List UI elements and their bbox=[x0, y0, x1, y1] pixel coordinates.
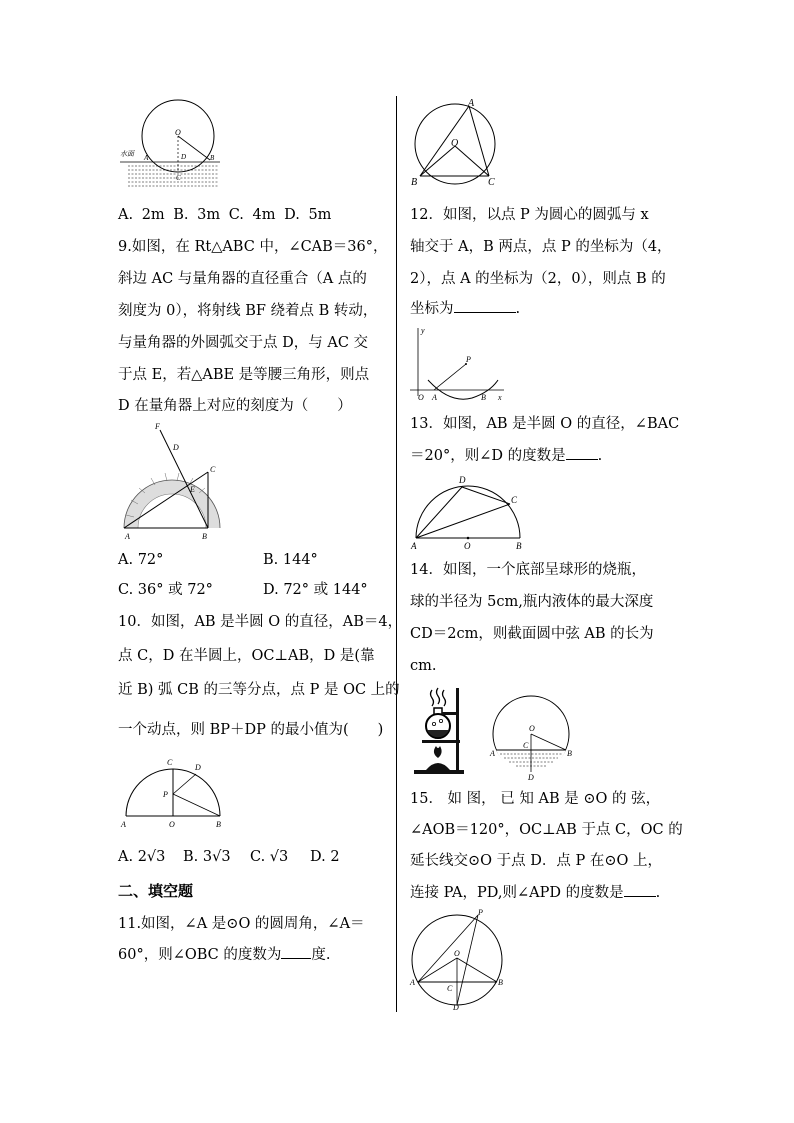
column-divider bbox=[396, 96, 397, 1012]
fig14-label-C: C bbox=[523, 741, 529, 750]
fig8-label-water: 水面 bbox=[120, 150, 134, 158]
fig15-label-B: B bbox=[498, 978, 503, 987]
q8-options: A. 2m B. 3m C. 4m D. 5m bbox=[118, 207, 332, 223]
fig14-label-O: O bbox=[529, 724, 535, 733]
fig11-label-O: O bbox=[451, 138, 459, 149]
fig8-label-O: O bbox=[175, 128, 181, 137]
fig13-label-O: O bbox=[464, 541, 471, 551]
q9-option-c: C. 36° 或 72° bbox=[118, 582, 213, 598]
fig10-label-D: D bbox=[195, 763, 201, 772]
figure-q12 bbox=[406, 324, 506, 404]
figure-q11 bbox=[405, 98, 505, 190]
q10-line-1: 10．如图，AB 是半圆 O 的直径，AB＝4， bbox=[118, 614, 403, 630]
q14-line-3: CD＝2cm，则截面圆中弦 AB 的长为 bbox=[410, 626, 654, 642]
fig8-label-D: D bbox=[181, 153, 187, 161]
section-title: 二、填空题 bbox=[118, 882, 194, 900]
q9-line-6: D 在量角器上对应的刻度为（ ） bbox=[118, 398, 352, 414]
fig13-label-D: D bbox=[459, 475, 466, 485]
fig14-label-D: D bbox=[528, 773, 534, 782]
q15-line-4-text: 连接 PA，PD,则∠APD 的度数是 bbox=[410, 885, 624, 901]
q14-line-2: 球的半径为 5cm,瓶内液体的最大深度 bbox=[410, 594, 654, 610]
q9-option-b: B. 144° bbox=[263, 552, 318, 568]
q13-line-2-text: ＝20°，则∠D 的度数是 bbox=[410, 448, 566, 464]
fig9-label-C: C bbox=[210, 465, 216, 474]
fig8-label-B: B bbox=[210, 154, 215, 162]
figure-q14 bbox=[488, 694, 574, 782]
fig13-label-A: A bbox=[411, 541, 417, 551]
q10-option-c: C. √3 bbox=[250, 849, 289, 865]
fig13-label-C: C bbox=[511, 495, 518, 505]
q11-line-2b: 度. bbox=[311, 947, 331, 963]
fig8-label-C: C bbox=[176, 174, 181, 182]
q13-line-1: 13．如图，AB 是半圆 O 的直径，∠BAC bbox=[410, 416, 680, 432]
q12-line-2: 轴交于 A，B 两点，点 P 的坐标为（4， bbox=[410, 239, 672, 255]
q12-line-1: 12．如图，以点 P 为圆心的圆弧与 x bbox=[410, 207, 649, 223]
fig15-label-C: C bbox=[447, 984, 453, 993]
q15-line-4: 连接 PA，PD,则∠APD 的度数是 . bbox=[410, 885, 661, 901]
q10-option-b: B. 3√3 bbox=[183, 849, 231, 865]
q13-line-2: ＝20°，则∠D 的度数是 . bbox=[410, 448, 603, 464]
q11-line-1: 11.如图，∠A 是⊙O 的圆周角，∠A＝ bbox=[118, 916, 365, 932]
q10-line-3: 近 B) 弧 CB 的三等分点，点 P 是 OC 上的 bbox=[118, 682, 400, 698]
q12-line-3: 2），点 A 的坐标为（2，0），则点 B 的 bbox=[410, 271, 666, 287]
q14-line-1: 14．如图，一个底部呈球形的烧瓶， bbox=[410, 562, 646, 578]
fig12-label-B: B bbox=[481, 393, 486, 402]
q9-line-5: 于点 E，若△ABE 是等腰三角形，则点 bbox=[118, 367, 370, 383]
q14-line-4: cm. bbox=[410, 658, 437, 674]
fig12-label-x: x bbox=[498, 393, 502, 402]
q9-line-2: 斜边 AC 与量角器的直径重合（A 点的 bbox=[118, 271, 367, 287]
fig14-label-A: A bbox=[490, 749, 495, 758]
fig12-label-P: P bbox=[466, 355, 471, 364]
fig9-label-F: F bbox=[155, 422, 160, 431]
fig10-label-C: C bbox=[167, 758, 173, 767]
figure-q9 bbox=[116, 420, 226, 542]
fig15-label-O: O bbox=[454, 949, 460, 958]
figure-q10 bbox=[116, 754, 232, 830]
q11-line-2 bbox=[118, 945, 330, 965]
fig10-label-B: B bbox=[216, 820, 221, 829]
fig11-label-C: C bbox=[488, 177, 495, 188]
fig15-label-D: D bbox=[453, 1003, 459, 1012]
q12-last-text: 坐标为 bbox=[410, 301, 454, 317]
q9-line-3: 刻度为 0），将射线 BF 绕着点 B 转动， bbox=[118, 303, 378, 319]
fig9-label-A: A bbox=[125, 532, 130, 541]
q9-option-a: A. 72° bbox=[118, 552, 164, 568]
flask-illustration bbox=[408, 684, 476, 780]
fig9-label-D: D bbox=[173, 443, 179, 452]
fig12-label-y: y bbox=[421, 326, 425, 335]
q10-option-a: A. 2√3 bbox=[118, 849, 166, 865]
q10-line-4: 一个动点，则 BP＋DP 的最小值为( ) bbox=[118, 722, 384, 738]
q10-option-d: D. 2 bbox=[310, 849, 340, 865]
fig10-label-P: P bbox=[163, 790, 168, 799]
q11-line-2a: 60°，则∠OBC 的度数为 bbox=[118, 947, 282, 963]
fig11-label-A: A bbox=[468, 98, 475, 109]
figure-q8 bbox=[120, 98, 225, 194]
q9-option-d: D. 72° 或 144° bbox=[263, 582, 368, 598]
q15-answer-blank[interactable] bbox=[624, 896, 656, 897]
fig15-label-A: A bbox=[410, 978, 415, 987]
fig9-label-E: E bbox=[190, 485, 195, 494]
q9-line-4: 与量角器的外圆弧交于点 D，与 AC 交 bbox=[118, 335, 369, 351]
q9-line-1: 9.如图，在 Rt△ABC 中，∠CAB＝36°， bbox=[118, 239, 388, 255]
fig8-label-A: A bbox=[144, 154, 149, 162]
fig10-label-A: A bbox=[121, 820, 126, 829]
fig12-label-A: A bbox=[432, 393, 437, 402]
fig11-label-B: B bbox=[411, 177, 418, 188]
fig13-label-B: B bbox=[516, 541, 522, 551]
q15-line-3: 延长线交⊙O 于点 D．点 P 在⊙O 上， bbox=[410, 853, 663, 869]
figure-q13 bbox=[406, 472, 530, 552]
q15-line-2: ∠AOB＝120°，OC⊥AB 于点 C，OC 的 bbox=[410, 822, 683, 838]
q10-line-2: 点 C，D 在半圆上，OC⊥AB，D 是(靠 bbox=[118, 648, 375, 664]
figure-q15 bbox=[406, 906, 512, 1012]
q15-line-1: 15． 如 图， 已 知 AB 是 ⊙O 的 弦， bbox=[410, 791, 661, 807]
fig9-label-B: B bbox=[202, 532, 207, 541]
q13-answer-blank[interactable] bbox=[566, 459, 598, 460]
fig15-label-P: P bbox=[478, 908, 483, 917]
fig12-label-O: O bbox=[418, 393, 424, 402]
q12-line-4: 坐标为 . bbox=[410, 301, 521, 317]
fig14-label-B: B bbox=[567, 749, 572, 758]
q11-answer-blank[interactable] bbox=[281, 958, 311, 959]
fig10-label-O: O bbox=[169, 820, 175, 829]
q12-answer-blank[interactable] bbox=[454, 312, 516, 313]
